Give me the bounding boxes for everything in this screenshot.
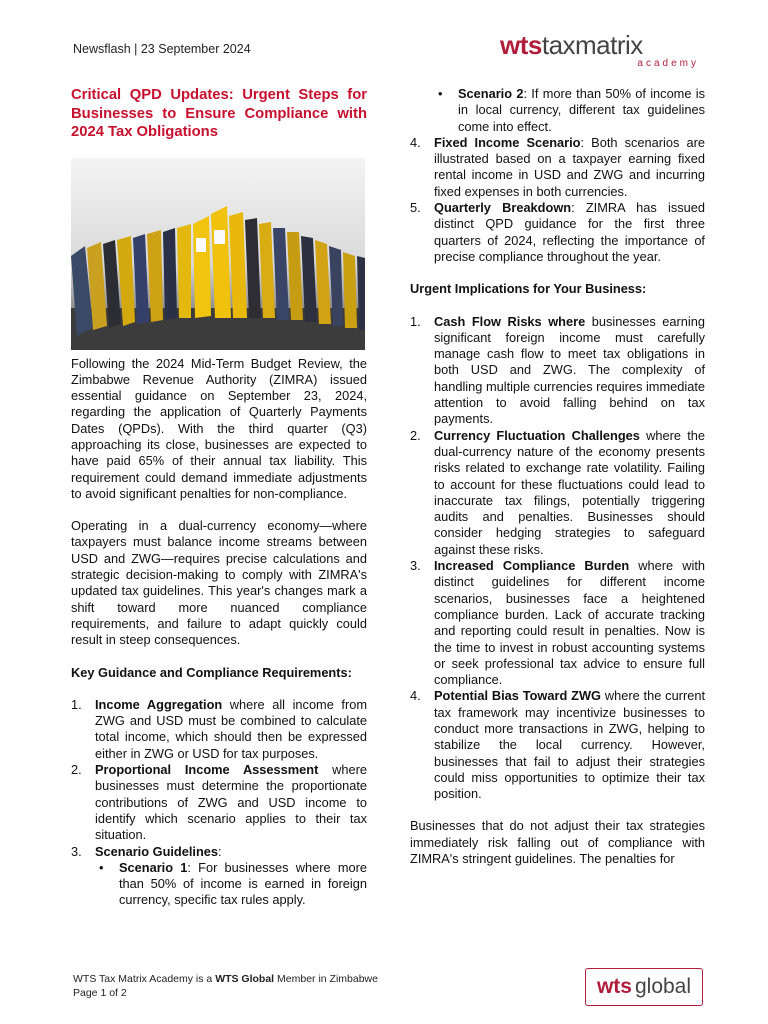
list-item: 2. Proportional Income Assessment where businesses must determine the proportionate contributions of ZWG and USD income to identify which scenario applies to their tax situation. [71,762,367,843]
left-column [71,86,367,909]
list-item: 2. Currency Fluctuation Challenges where the dual-currency nature of the economy presents risks related to exchange rate volatility. Failing to account for these fluctuations could lead to inaccurate tax filings, potentially triggering audits and penalties. Businesses should consider hedging strategies to safeguard against these risks. [410,427,705,557]
wts-taxmatrix-logo [500,30,705,74]
intro-paragraph: Following the 2024 Mid-Term Budget Review, the Zimbabwe Revenue Authority (ZIMRA) issued essential guidance on September 23, 2024, regarding the application of Quarterly Payments Dates (QPDs). With the third quarter (Q3) approaching its close, businesses are expected to have paid 65% of their annual tax liability. This requirement could demand immediate adjustments to avoid significant penalties for non-compliance. [71,355,367,501]
wts-global-logo: wts global [585,968,703,1006]
right-column [410,86,705,883]
urgent-implications-heading: Urgent Implications for Your Business: [410,281,647,297]
page-number: Page 1 of 2 [73,986,127,999]
list-item: 3. Scenario Guidelines: • Scenario 1: For businesses where more than 50% of income is earned in foreign currency, specific tax rules apply. [71,843,367,908]
list-item: • Scenario 2: If more than 50% of income is in local currency, different tax guidelines come into effect. [438,86,705,134]
scenario-sublist [434,86,705,135]
dual-currency-paragraph: Operating in a dual-currency economy—where taxpayers must balance income streams between USD and ZWG—requires precise calculations and strategic decision-making to comply with ZIMRA's updated tax guidelines. This year's changes mark a shift toward more nuanced compliance requirements, and failure to adapt quickly could result in steep consequences. [71,518,367,648]
implications-list [410,314,705,803]
logo-name: taxmatrix [541,30,643,60]
guidance-list [71,697,367,909]
list-item [410,86,705,135]
footer-text [73,973,378,1000]
list-item: 5. Quarterly Breakdown: ZIMRA has issued distinct QPD guidance for the first three quarters of 2024, reflecting the importance of precise compliance throughout the year. [410,200,705,264]
list-item: 3. Increased Compliance Burden where with distinct guidelines for different income scenarios, businesses face a heightened compliance burden. Lack of accurate tracking and reporting could result in penalties. Now is the time to invest in robust accounting systems or seek professional tax advice to ensure full compliance. [410,558,705,688]
guidance-list-continued [410,86,705,265]
scenario-sublist [95,860,367,909]
binders-photo [71,158,365,350]
list-item: 4. Fixed Income Scenario: Both scenarios are illustrated based on a taxpayer earning fixed rental income in USD and ZWG and incurring fixed expenses in both currencies. [410,134,705,199]
logo-sub: academy [637,58,699,69]
newsflash-date-line: Newsflash | 23 September 2024 [73,42,251,56]
closing-paragraph: Businesses that do not adjust their tax strategies immediately risk falling out of compliance with ZIMRA's stringent guidelines. The penalties for [410,818,705,867]
article-title: Critical QPD Updates: Urgent Steps for Businesses to Ensure Compliance with 2024 Tax Obligations [71,87,367,140]
list-item: 1. Income Aggregation where all income from ZWG and USD must be combined to calculate total income, which should then be expressed either in ZWG or USD for tax purposes. [71,696,367,761]
list-item: 1. Cash Flow Risks where businesses earning significant foreign income must carefully manage cash flow to meet tax obligations in both USD and ZWG. The complexity of handling multiple currencies requires immediate attention to avoid falling behind on tax payments. [410,313,706,427]
key-guidance-heading: Key Guidance and Compliance Requirements: [71,664,352,680]
list-item: 4. Potential Bias Toward ZWG where the current tax framework may incentivize businesses to conduct more transactions in ZWG, helping to stabilize the local currency. However, businesses that fail to adjust their strategies could miss opportunities to optimize their tax position. [410,688,705,802]
logo-brand: wts [500,30,542,60]
footer-member-line: WTS Tax Matrix Academy is a WTS Global Member in Zimbabwe [73,973,378,985]
list-item: • Scenario 1: For businesses where more than 50% of income is earned in foreign currency, specific tax rules apply. [99,859,367,908]
